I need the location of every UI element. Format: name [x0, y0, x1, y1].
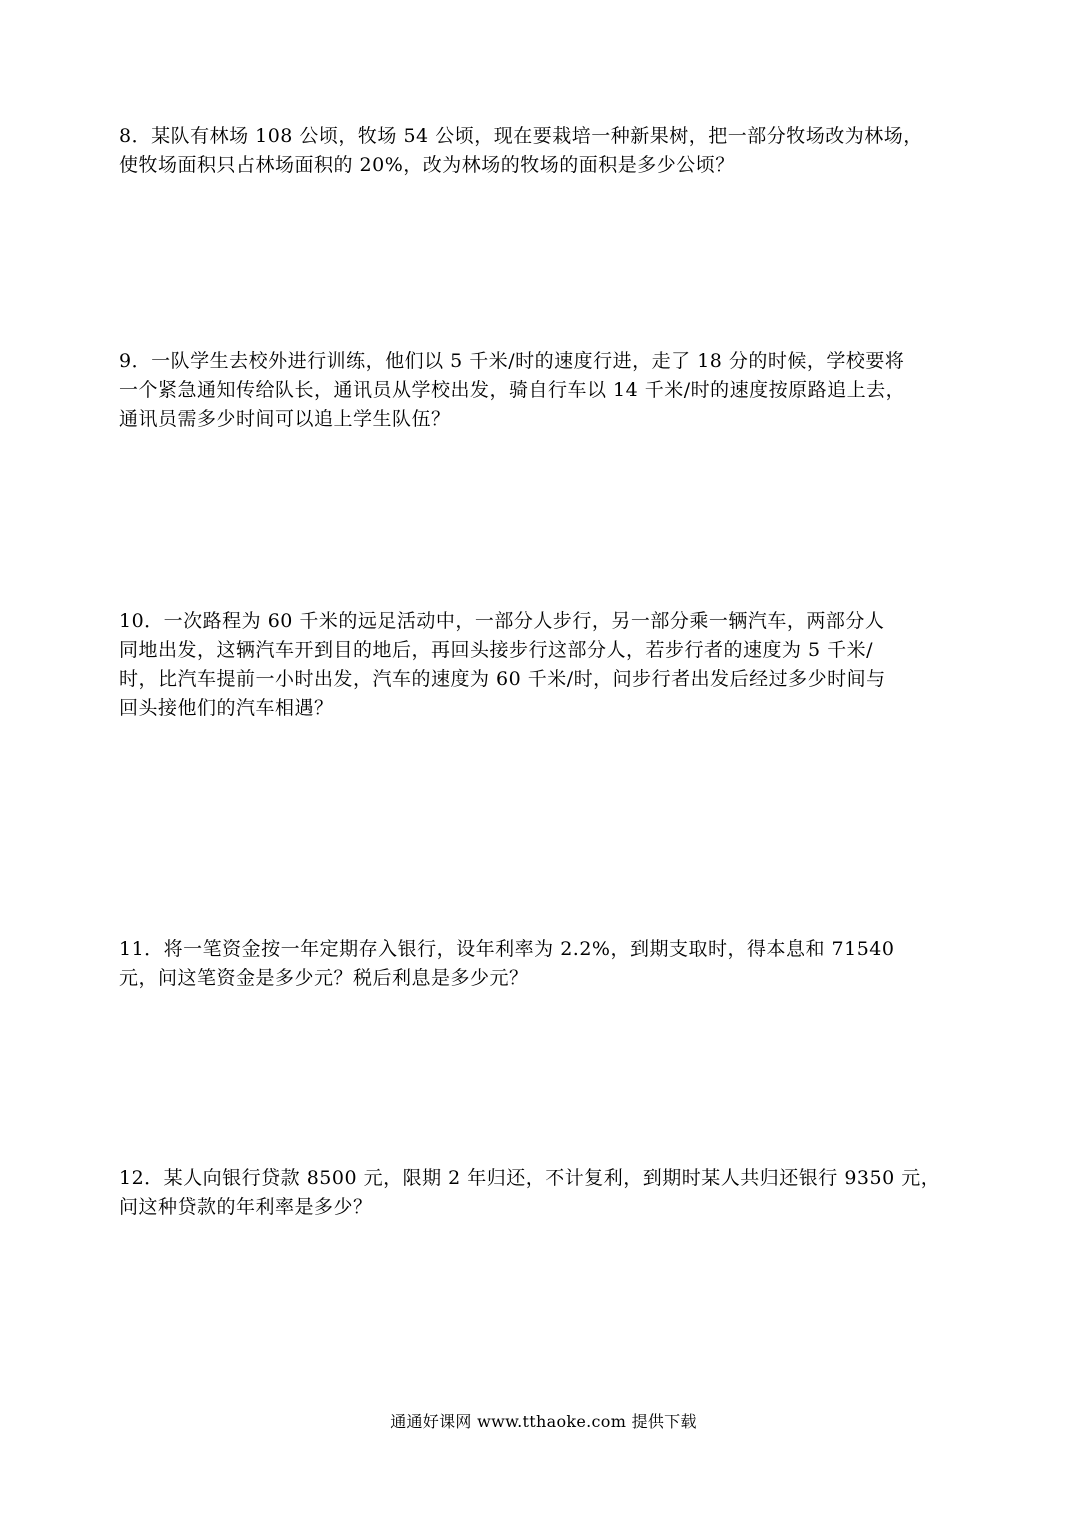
- problem-line: 9．一队学生去校外进行训练，他们以 5 千米/时的速度行进，走了 18 分的时候，学校要将: [119, 350, 905, 372]
- problem-line: 11．将一笔资金按一年定期存入银行，设年利率为 2.2%，到期支取时，得本息和 71540: [119, 938, 895, 960]
- problem-9: [119, 347, 971, 434]
- problem-line: 同地出发，这辆汽车开到目的地后，再回头接步行这部分人，若步行者的速度为 5 千米/: [119, 639, 874, 661]
- problem-line: 元，问这笔资金是多少元？税后利息是多少元？: [119, 967, 529, 989]
- problem-line: 时，比汽车提前一小时出发，汽车的速度为 60 千米/时，问步行者出发后经过多少时间与: [119, 668, 886, 690]
- problem-11: [119, 935, 971, 993]
- problem-8: [119, 122, 971, 180]
- page-footer: 通通好课网 www.tthaoke.com 提供下载: [390, 1412, 697, 1431]
- problem-line: 10．一次路程为 60 千米的远足活动中，一部分人步行，另一部分乘一辆汽车，两部分人: [119, 610, 885, 632]
- problem-line: 通讯员需多少时间可以追上学生队伍？: [119, 408, 451, 430]
- problem-line: 回头接他们的汽车相遇？: [119, 697, 334, 719]
- problem-line: 使牧场面积只占林场面积的 20%，改为林场的牧场的面积是多少公顷？: [119, 154, 735, 176]
- problem-line: 8．某队有林场 108 公顷，牧场 54 公顷，现在要栽培一种新果树，把一部分牧场改为林场，: [119, 125, 923, 147]
- problem-12: [119, 1164, 971, 1222]
- problem-line: 一个紧急通知传给队长，通讯员从学校出发，骑自行车以 14 千米/时的速度按原路追上去，: [119, 379, 906, 401]
- problem-line: 12．某人向银行贷款 8500 元，限期 2 年归还，不计复利，到期时某人共归还银行 9350 元，: [119, 1167, 941, 1189]
- problem-10: [119, 607, 971, 723]
- problem-line: 问这种贷款的年利率是多少？: [119, 1196, 373, 1218]
